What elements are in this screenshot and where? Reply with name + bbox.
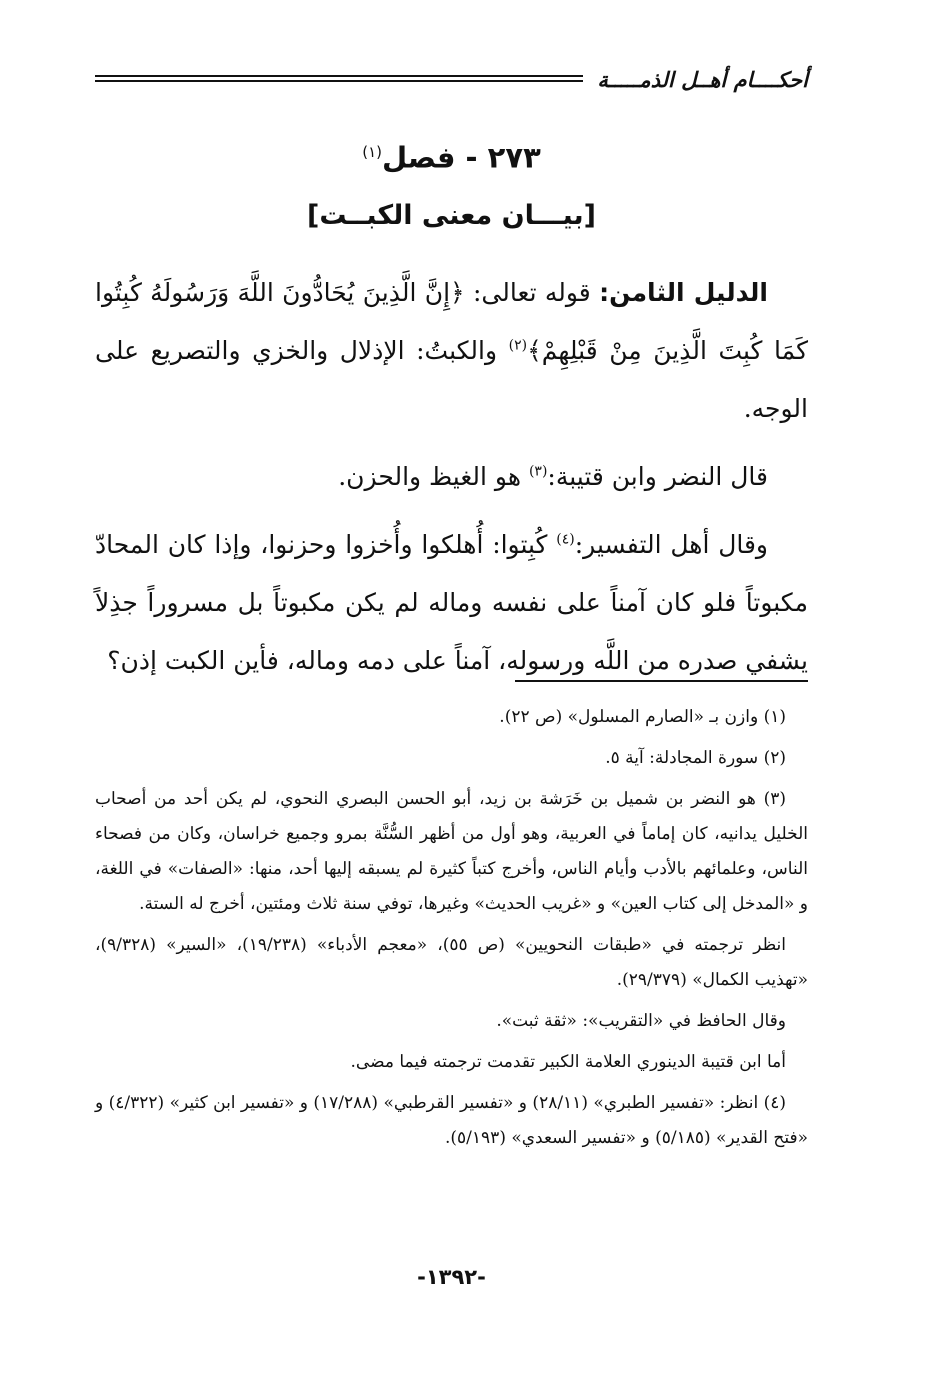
footnote-3: (٣) هو النضر بن شميل بن خَرَشة بن زيد، أبو الحسن البصري النحوي، لم يكن أحد من أصحاب الخليل يدانيه، كان إماماً في العربية، وهو أول من أظهر السُّنَّة بمرو وجميع خراسان، وكان من فصحاء الناس، وعلمائهم بالأدب وأيام الناس، وأخرج كتباً كثيرة لم يسبقه إليها أحد، منها: «الصفات» في اللغة، و «المدخل إلى كتاب العين» و «غريب الحديث» وغيرها، توفي سنة ثلاث ومئتين، أخرج له الستة. <box>95 789 808 914</box>
footnote-marker: (٤) <box>556 531 575 548</box>
running-title: أحكــــام أهــل الذمـــــة <box>597 68 808 92</box>
footnote-marker: (٣) <box>528 463 548 480</box>
paragraph-tafsir <box>95 516 808 690</box>
page-header <box>95 66 808 94</box>
paragraph-label: الدليل الثامن: <box>599 278 768 307</box>
paragraph-text: وقال أهل التفسير: <box>574 530 768 559</box>
chapter-heading <box>95 132 808 178</box>
chapter-subheading: [بيـــان معنى الكبــت] <box>307 200 596 231</box>
footnote-marker: (٢) <box>508 337 528 354</box>
footnote-3-hafiz: وقال الحافظ في «التقريب»: «ثقة ثبت». <box>496 1011 786 1031</box>
footnote-2: (٢) سورة المجادلة: آية ٥. <box>605 748 786 768</box>
footnote-3-ibn-qutayba: أما ابن قتيبة الدينوري العلامة الكبير تقدمت ترجمته فيما مضى. <box>350 1052 786 1072</box>
chapter-footnote-marker: (١) <box>362 143 382 161</box>
footnote-separator <box>515 680 808 682</box>
page-number: -١٣٩٢- <box>417 1265 486 1289</box>
paragraph-text: قال النضر وابن قتيبة: <box>547 462 768 491</box>
body-text <box>95 264 808 700</box>
paragraph-eighth-proof <box>95 264 808 438</box>
footnotes <box>95 700 808 1162</box>
footnote-1: (١) وازن بـ «الصارم المسلول» (ص ٢٢). <box>499 707 786 727</box>
footnote-4: (٤) انظر: «تفسير الطبري» (٢٨/١١) و «تفسير القرطبي» (١٧/٢٨٨) و «تفسير ابن كثير» (٤/٣٢٢) و «فتح القدير» (٥/١٨٥) و «تفسير السعدي» (٥/١٩٣). <box>95 1093 808 1148</box>
paragraph-text: هو الغيظ والحزن. <box>338 462 529 491</box>
paragraph-nadr-qutayba <box>95 448 808 506</box>
chapter-number-title: ٢٧٣ - فصل <box>381 140 541 175</box>
footnote-3-references: انظر ترجمته في «طبقات النحويين» (ص ٥٥)، «معجم الأدباء» (١٩/٢٣٨)، «السير» (٩/٣٢٨)، «تهذيب الكمال» (٢٩/٣٧٩). <box>95 935 808 990</box>
paragraph-text: قوله تعالى: ﴿إِنَّ الَّذِينَ يُحَادُّونَ اللَّهَ وَرَسُولَهُ كُبِتُوا كَمَا كُبِتَ الَّذِينَ مِنْ قَبْلِهِمْ﴾ <box>95 278 808 365</box>
paragraph-text: كُبِتوا: أُهلكوا وأُخزوا وحزنوا، وإذا كان المحادّ مكبوتاً فلو كان آمناً على نفسه وماله لم يكن مكبوتاً بل مسروراً جذِلاً يشفي صدره من اللَّه ورسوله، آمناً على دمه وماله، فأين الكبت إذن؟ <box>95 530 808 675</box>
paragraph-text: والكبتُ: الإذلال والخزي والتصريع على الوجه. <box>95 336 808 423</box>
header-double-rule <box>95 75 583 82</box>
